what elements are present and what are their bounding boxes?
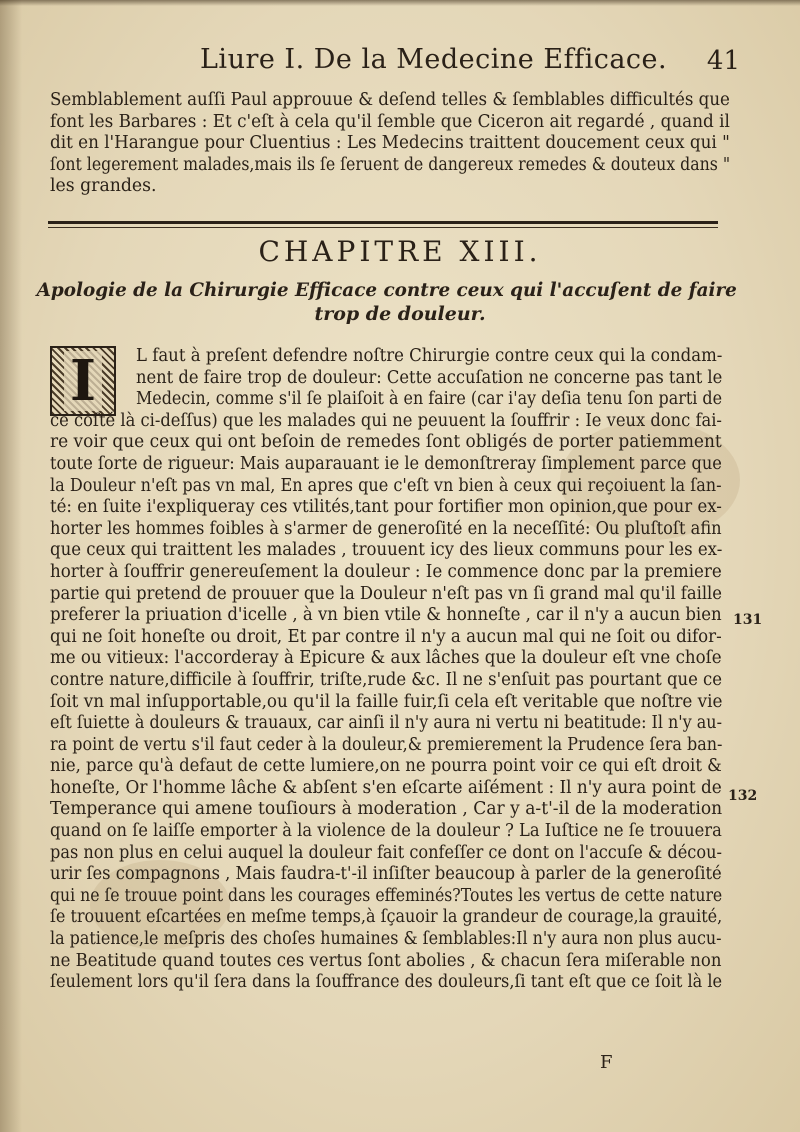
text-line: Medecin, comme s'il ſe plaiſoit à en faire (car i'ay deſia tenu ſon parti de [136,389,722,410]
text-line: urir ſes compagnons , Mais faudra-t'-il inſiſter beaucoup à parler de la generoſité [50,864,722,885]
text-line: ne Beatitude quand toutes ces vertus ſont abolies , & chacun ſera miſerable non [50,950,722,971]
subtitle-line: trop de douleur. [314,303,486,325]
text-line: eſt ſuiette à douleurs & trauaux, car ainſi il n'y aura ni vertu ni beatitude: Il n'y au- [50,713,722,734]
text-line: Temperance qui amene touſiours à moderation , Car y a-t'-il de la moderation [50,799,723,820]
chapter-subtitle [0,278,800,326]
text-line: ſe trouuent eſcartées en meſme temps,à ſçauoir la grandeur de courage,la grauité, [50,907,723,928]
text-line: ce coſté là ci-deſſus) que les malades qui ne peuuent la ſouffrir : Ie veux donc fai- [50,410,722,431]
text-line: la Douleur n'eſt pas vn mal, En apres que c'eſt vn bien à ceux qui reçoiuent la ſan- [50,475,722,496]
text-line: contre nature,difficile à ſouffrir, triſte,rude &c. Il ne s'enſuit pas pourtant que ce [50,669,722,690]
gutter-shadow [0,0,22,1132]
chapter-title: CHAPITRE XIII. [258,235,542,268]
text-line: partie qui pretend de prouuer que la Douleur n'eſt pas vn ſi grand mal qu'il faille [50,583,722,604]
text-line: qui ne ſe trouue point dans les courages effeminés?Toutes les vertus de cette nature [50,885,723,906]
running-title: Liure I. De la Medecine Efficace. [200,44,668,75]
text-line: quand on ſe laiſſe emporter à la violence de la douleur ? La Iuſtice ne ſe trouuera [50,821,722,842]
text-line: qui ne ſoit honeſte ou droit, Et par contre il n'y a aucun mal qui ne ſoit ou difor- [50,626,722,647]
text-line: ſeulement lors qu'il ſera dans la ſouffrance des douleurs,ſi tant eſt que ce ſoit là le [50,972,723,993]
text-line: honeſte, Or l'homme lâche & abſent s'en eſcarte aiſément : Il n'y aura point de [50,777,722,798]
text-line: pas non plus en celui auquel la douleur fait confeſſer ce dont on l'accuſe & décou- [50,842,722,863]
text-line: ra point de vertu s'il faut ceder à la douleur,& premierement la Prudence ſera ban- [50,734,723,755]
margin-note: 132 [728,788,758,804]
decorated-initial-letter: I [64,351,102,411]
text-line: horter à ſouffrir genereuſement la douleur : Ie commence donc par la premiere [50,561,722,582]
text-line: dit en l'Harangue pour Cluentius : Les Medecins traittent doucement ceux qui " [50,133,730,154]
text-line: nent de faire trop de douleur: Cette accuſation ne concerne pas tant le [136,367,723,388]
text-line: L faut à preſent defendre noſtre Chirurgie contre ceux qui la condam- [136,346,723,366]
text-line: ſoit vn mal inſupportable,ou qu'il la faille fuir,ſi cela eſt veritable que noſtre vie [50,691,723,712]
text-line: me ou vitieux: l'accorderay à Epicure & aux lâches que la douleur eſt vne choſe [50,648,722,669]
intro-paragraph [50,90,796,198]
text-line: Semblablement auſſi Paul approuue & deſend telles & ſemblables difficultés que [50,90,730,110]
subtitle-line: Apologie de la Chirurgie Efficace contre ceux qui l'accuſent de faire [36,279,737,301]
text-line: que ceux qui traittent les malades , trouuent icy des lieux communs pour les ex- [50,540,723,561]
chapter-body [50,346,791,994]
page-number: 41 [706,46,740,76]
section-rule [48,221,718,224]
text-line: preferer la priuation d'icelle , à vn bien vtile & honneſte , car il n'y a aucun bien [50,605,722,626]
text-line: re voir que ceux qui ont beſoin de remedes ſont obligés de porter patiemment [50,432,722,453]
text-line: font les Barbares : Et c'eſt à cela qu'il ſemble que Ciceron ait regardé , quand il [50,111,730,132]
text-line: les grandes. [50,176,157,197]
section-rule-thin [48,227,718,228]
text-line: toute ſorte de rigueur: Mais auparauant ie le demonſtreray ſimplement parce que [50,453,722,474]
text-line: la patience,le meſpris des choſes humaines & ſemblables:Il n'y aura non plus aucu- [50,929,722,950]
margin-note: 131 [733,612,763,628]
page-top-edge [0,0,800,6]
text-line: ſont legerement malades,mais ils ſe ſeruent de dangereux remedes & douteux dans " [50,154,731,175]
text-line: té: en ſuite i'expliqueray ces vtilités,tant pour fortifier mon opinion,que pour ex- [50,497,722,518]
signature-mark: F [600,1052,613,1073]
text-line: horter les hommes foibles à s'armer de generoſité en la neceſſité: Ou pluſtoſt afin [50,518,722,539]
running-head [40,44,740,84]
text-line: nie, parce qu'à defaut de cette lumiere,on ne pourra point voir ce qui eſt droit & [50,756,722,777]
